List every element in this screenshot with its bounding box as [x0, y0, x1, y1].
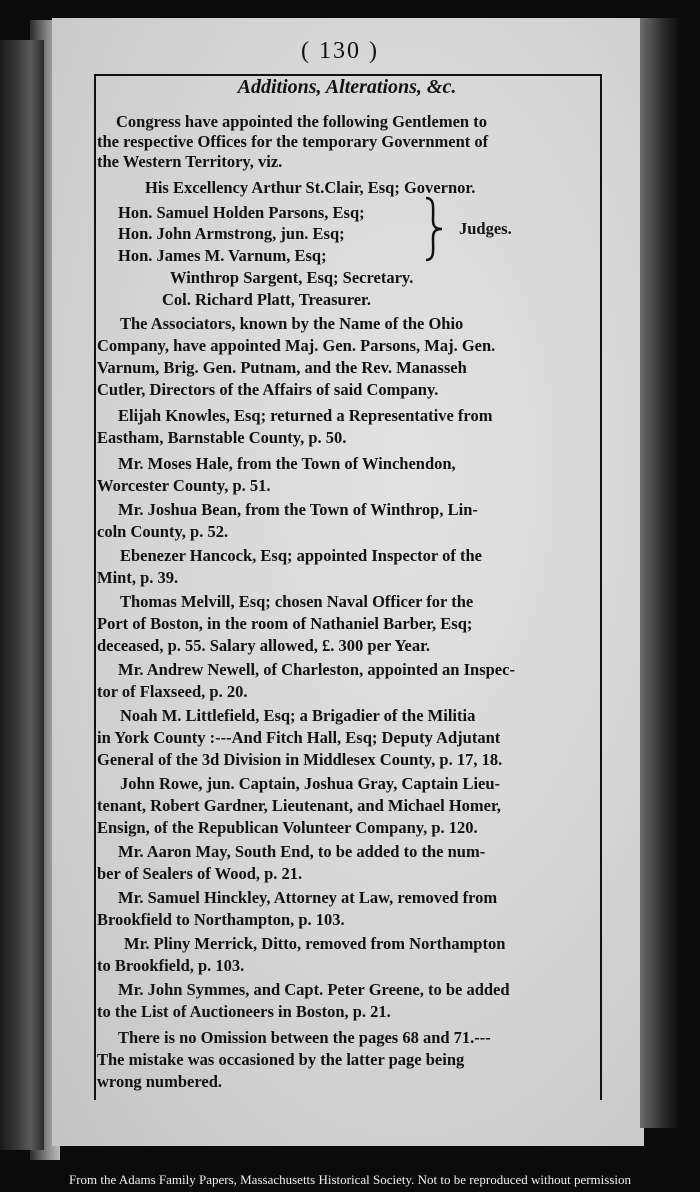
text-line: tor of Flaxseed, p. 20. — [97, 682, 248, 701]
text-line: Mr. Pliny Merrick, Ditto, removed from Northampton — [124, 934, 506, 953]
text-line: Mr. Samuel Hinckley, Attorney at Law, removed from — [118, 888, 498, 907]
text-line: Mint, p. 39. — [97, 568, 179, 587]
text-line: Brookfield to Northampton, p. 103. — [97, 910, 345, 929]
text-line: ber of Sealers of Wood, p. 21. — [97, 864, 303, 883]
text-line: Ebenezer Hancock, Esq; appointed Inspector of the — [120, 546, 482, 565]
section-heading: Additions, Alterations, &c. — [237, 76, 457, 98]
text-line: Mr. John Symmes, and Capt. Peter Greene, to be added — [118, 980, 510, 999]
text-line: Ensign, of the Republican Volunteer Company, p. 120. — [97, 818, 478, 837]
text-line: the respective Offices for the temporary Government of — [97, 132, 489, 151]
text-line: Port of Boston, in the room of Nathaniel Barber, Esq; — [97, 614, 473, 633]
text-line: Mr. Aaron May, South End, to be added to the num- — [118, 842, 486, 861]
text-line: Company, have appointed Maj. Gen. Parsons, Maj. Gen. — [97, 336, 496, 355]
text-line: Winthrop Sargent, Esq; Secretary. — [170, 268, 414, 287]
text-line: to the List of Auctioneers in Boston, p. 21. — [97, 1002, 391, 1021]
text-line: deceased, p. 55. Salary allowed, £. 300 per Year. — [97, 636, 431, 655]
book-binding — [0, 40, 44, 1150]
text-line: The mistake was occasioned by the latter page being — [97, 1050, 465, 1069]
archive-footer: From the Adams Family Papers, Massachusetts Historical Society. Not to be reproduced without permission — [68, 1172, 632, 1187]
text-line: Mr. Andrew Newell, of Charleston, appointed an Inspec- — [118, 660, 515, 679]
text-line: Hon. Samuel Holden Parsons, Esq; — [118, 203, 365, 222]
text-line: Hon. James M. Varnum, Esq; — [118, 246, 327, 265]
page-right-edge — [640, 18, 680, 1128]
text-line: Col. Richard Platt, Treasurer. — [162, 290, 371, 309]
text-line: John Rowe, jun. Captain, Joshua Gray, Captain Lieu- — [120, 774, 501, 793]
text-line: Varnum, Brig. Gen. Putnam, and the Rev. Manasseh — [97, 358, 467, 377]
text-line: coln County, p. 52. — [97, 522, 229, 541]
text-line: Mr. Moses Hale, from the Town of Winchendon, — [118, 454, 456, 473]
text-line: wrong numbered. — [97, 1072, 222, 1091]
text-line: Congress have appointed the following Gentlemen to — [116, 112, 487, 131]
text-line: Elijah Knowles, Esq; returned a Representative from — [118, 406, 493, 425]
text-line: Hon. John Armstrong, jun. Esq; — [118, 224, 345, 243]
text-line: Worcester County, p. 51. — [97, 476, 271, 495]
page-number: ( 130 ) — [301, 38, 379, 64]
text-line: General of the 3d Division in Middlesex County, p. 17, 18. — [97, 750, 503, 769]
text-line: Noah M. Littlefield, Esq; a Brigadier of the Militia — [120, 706, 476, 725]
text-line: tenant, Robert Gardner, Lieutenant, and Michael Homer, — [97, 796, 501, 815]
text-line: Mr. Joshua Bean, from the Town of Winthrop, Lin- — [118, 500, 478, 519]
text-line: to Brookfield, p. 103. — [97, 956, 245, 975]
text-line: There is no Omission between the pages 68 and 71.--- — [118, 1028, 491, 1047]
text-line: His Excellency Arthur St.Clair, Esq; Governor. — [145, 178, 476, 197]
judges-brace — [423, 196, 445, 262]
judges-label: Judges. — [459, 219, 512, 238]
text-line: Thomas Melvill, Esq; chosen Naval Officer for the — [120, 592, 474, 611]
text-line: in York County :---And Fitch Hall, Esq; Deputy Adjutant — [97, 728, 501, 747]
text-line: the Western Territory, viz. — [97, 152, 283, 171]
text-line: The Associators, known by the Name of the Ohio — [120, 314, 464, 333]
text-line: Cutler, Directors of the Affairs of said Company. — [97, 380, 439, 399]
text-line: Eastham, Barnstable County, p. 50. — [97, 428, 347, 447]
